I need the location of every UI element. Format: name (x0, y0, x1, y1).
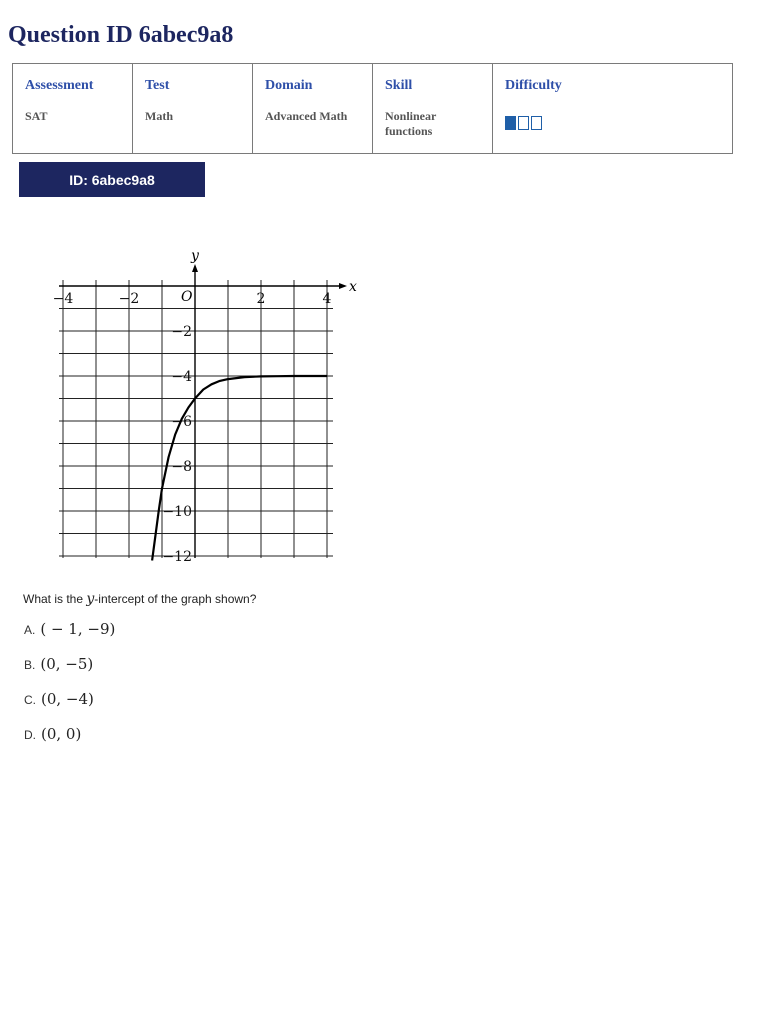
choice-a[interactable] (24, 620, 115, 638)
difficulty-box-3 (531, 116, 542, 130)
choice-b-value: (0, −5) (40, 655, 94, 673)
choice-b[interactable] (24, 655, 93, 673)
question-metadata-table (12, 63, 733, 154)
metadata-header-row (13, 64, 733, 109)
x-tick-label: 2 (256, 291, 266, 307)
x-tick-label: 4 (322, 291, 332, 307)
question-variable: y (86, 591, 95, 607)
choice-d[interactable] (24, 725, 81, 743)
choice-d-value: (0, 0) (41, 725, 82, 743)
y-axis-arrow (192, 264, 198, 272)
value-skill: Nonlinear functions (373, 109, 493, 154)
y-axis-label: y (191, 248, 199, 264)
difficulty-box-1 (505, 116, 516, 130)
y-tick-label: −4 (171, 369, 192, 385)
question-text (23, 591, 256, 607)
choice-c-value: (0, −4) (41, 690, 94, 708)
value-assessment: SAT (13, 109, 133, 154)
question-prefix: What is the (23, 592, 87, 606)
difficulty-box-2 (518, 116, 529, 130)
y-tick-label: −6 (171, 414, 192, 430)
choice-d-letter: D. (24, 728, 36, 742)
question-id-badge: ID: 6abec9a8 (19, 162, 205, 197)
header-difficulty: Difficulty (493, 64, 733, 109)
value-test: Math (133, 109, 253, 154)
choice-b-letter: B. (24, 658, 36, 672)
y-tick-label: −2 (171, 324, 192, 340)
value-domain: Advanced Math (253, 109, 373, 154)
choice-c-letter: C. (24, 693, 36, 707)
function-graph (40, 248, 360, 568)
header-domain: Domain (253, 64, 373, 109)
choice-a-letter: A. (24, 623, 36, 637)
x-tick-label: −4 (52, 291, 74, 307)
header-skill: Skill (373, 64, 493, 109)
choice-a-value: ( − 1, −9) (40, 620, 116, 638)
page-title: Question ID 6abec9a8 (8, 22, 234, 48)
metadata-value-row (13, 109, 733, 154)
y-tick-label: −10 (162, 504, 192, 520)
x-tick-label: −2 (118, 291, 140, 307)
value-difficulty (493, 109, 733, 154)
question-suffix: -intercept of the graph shown? (94, 592, 257, 606)
header-test: Test (133, 64, 253, 109)
choice-c[interactable] (24, 690, 94, 708)
y-tick-label: −8 (171, 459, 192, 475)
x-axis-arrow (339, 283, 347, 289)
x-axis-label: x (349, 279, 357, 295)
y-tick-label: −12 (162, 549, 192, 565)
header-assessment: Assessment (13, 64, 133, 109)
origin-label: O (181, 289, 193, 305)
